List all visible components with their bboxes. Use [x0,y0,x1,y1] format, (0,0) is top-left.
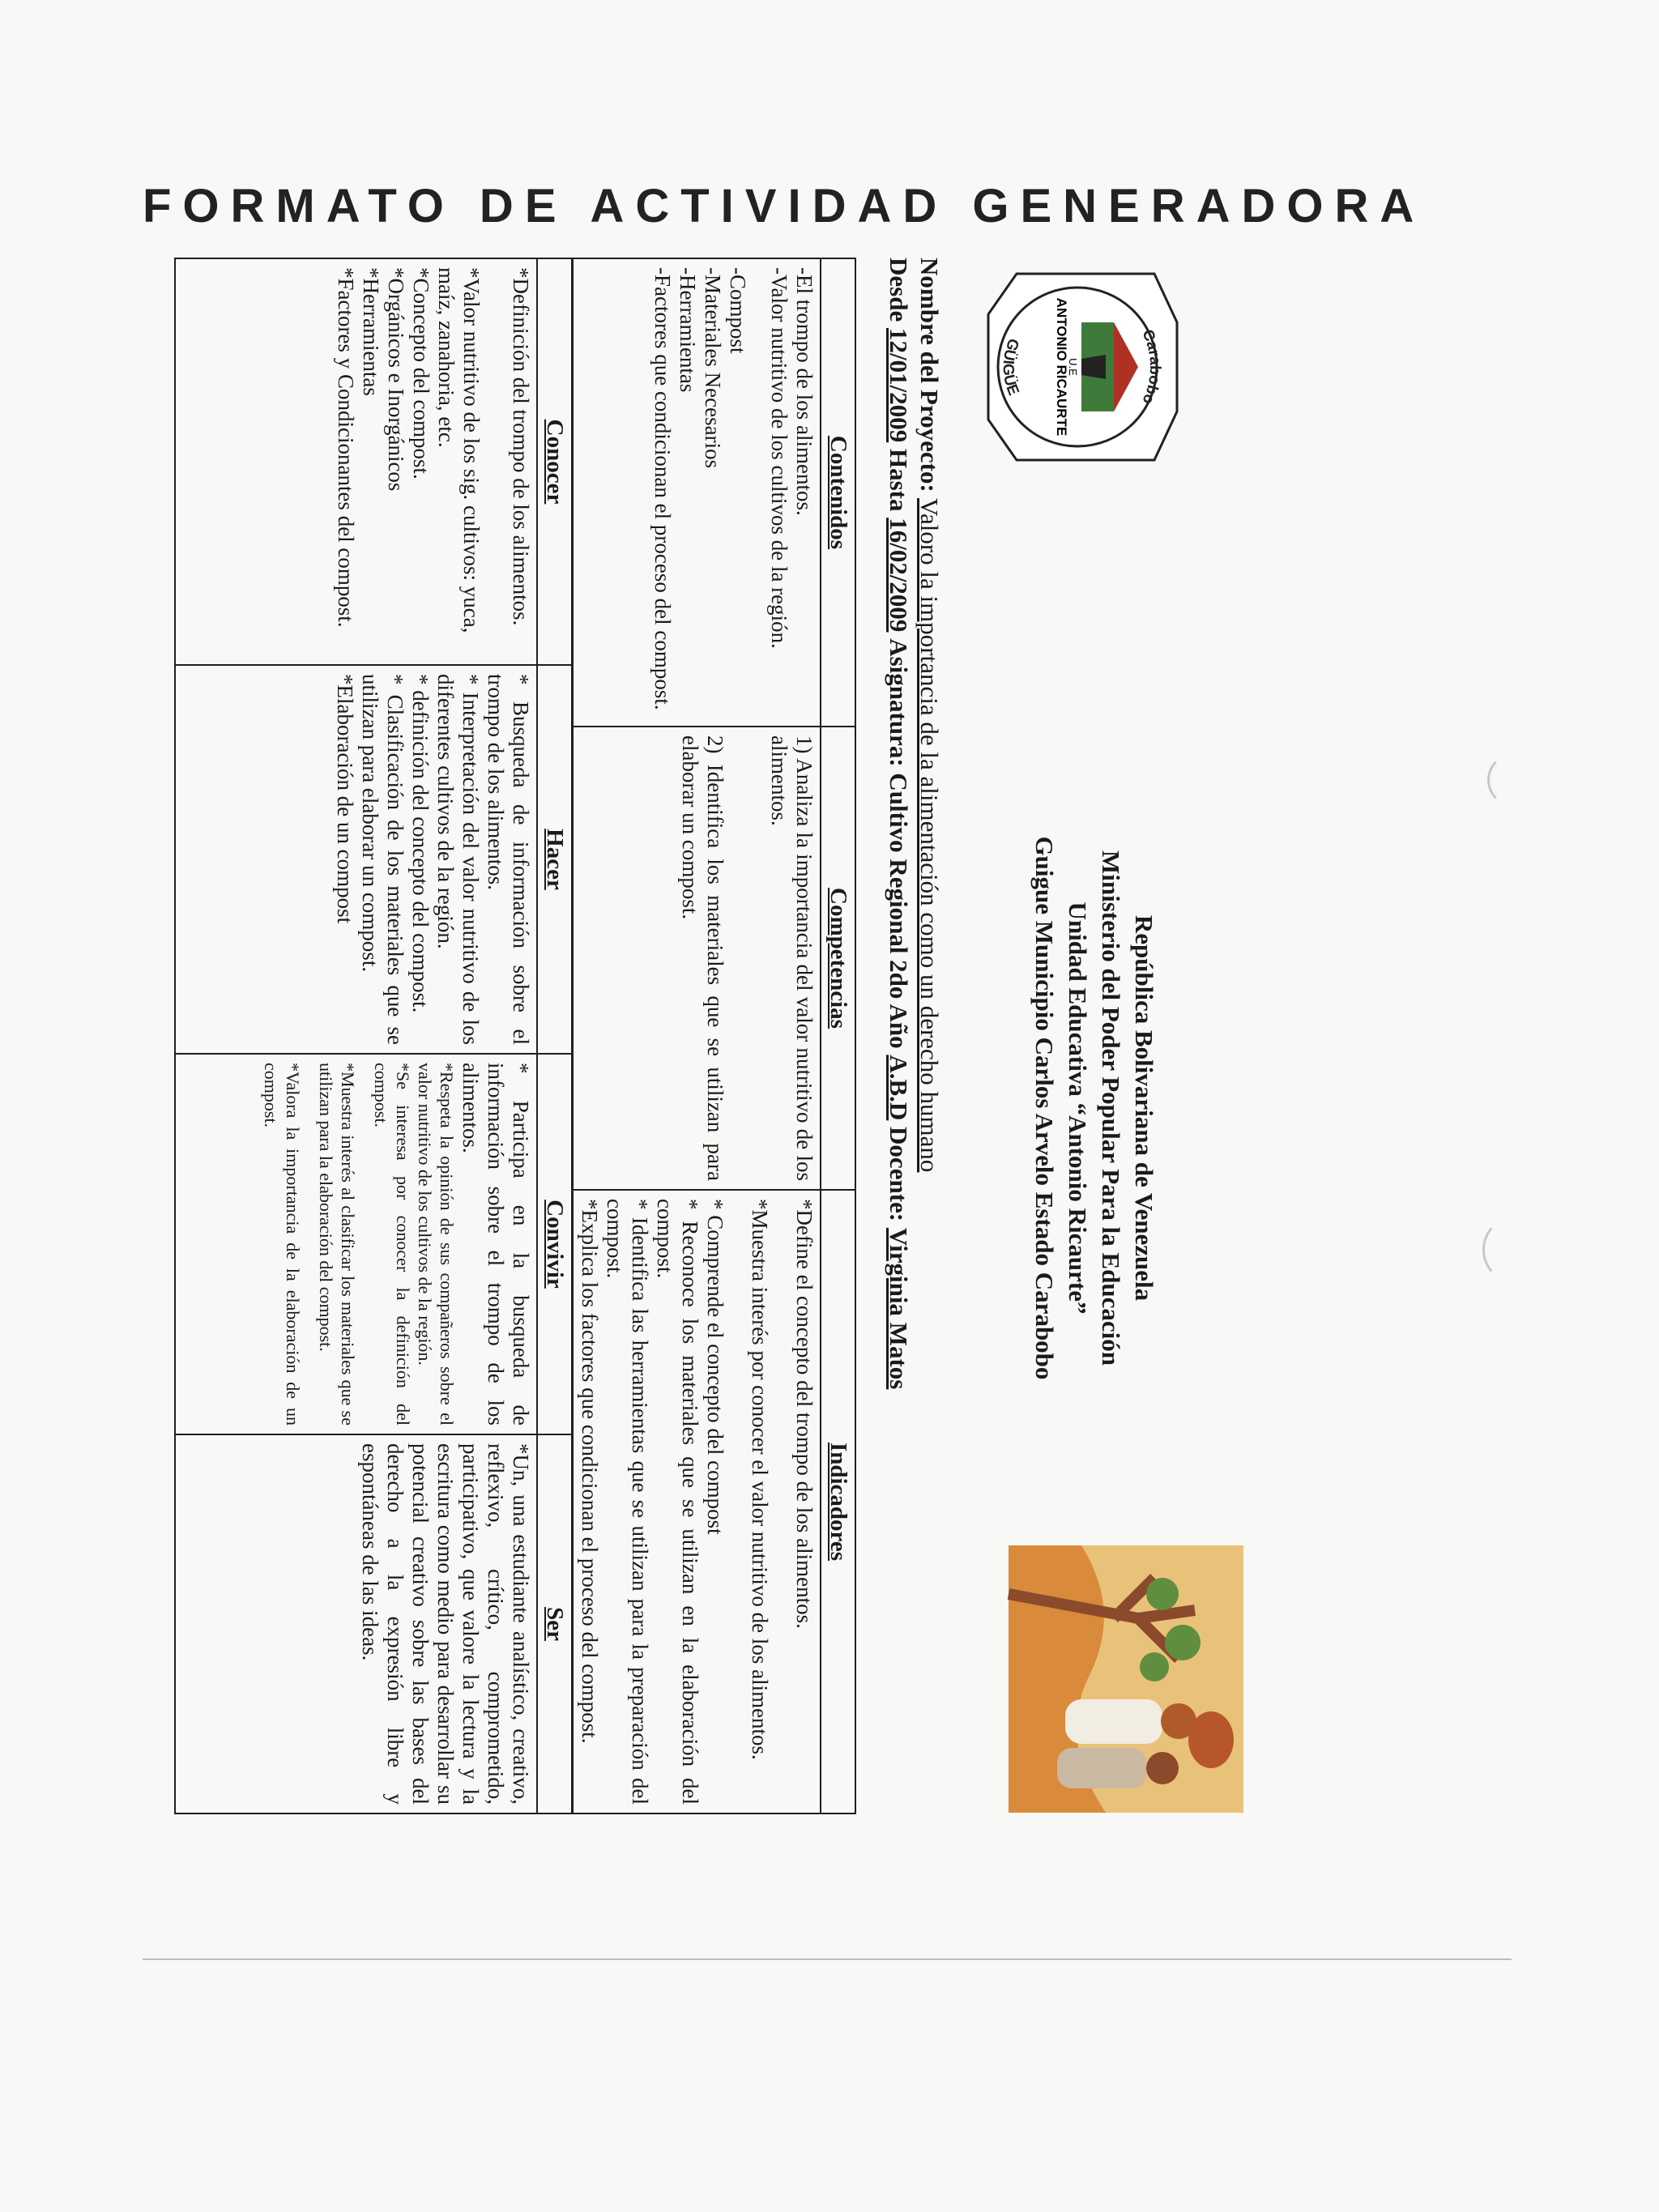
project-name-label: Nombre del Proyecto: [915,258,944,492]
logo-bottom-text: GÜIGÜE [999,335,1022,399]
conocer-item: *Concepto del compost. [409,267,433,479]
ser-text: *Un, una estudiante analístico, creativo, reflexivo, crítico, comprometido, participativo, que valore la lectura y la escritura como medio para desarrollar su potencial creativo sobre las bases del derecho a la expresión libre y espontáneas de las ideas. [358,1443,533,1805]
convivir-item: *Se interesa por conocer la definición del compost. [371,1063,413,1426]
contenido-item: -Materiales Necesarios [701,267,725,469]
indicador-item: * Comprende el concepto del compost [703,1199,727,1535]
abd-value: A.B.D [885,1055,913,1121]
hacer-item: *Elaboración de un compost [333,674,357,924]
competencias-cell [573,727,821,1190]
rotated-page [174,258,1187,1958]
conocer-cell [175,258,537,665]
header-ser: Ser [537,1434,572,1813]
header-contenidos: Contenidos [821,258,855,727]
header-hacer: Hacer [537,665,572,1054]
contenido-item: -El trompo de los alimentos. [792,267,817,516]
ser-cell [175,1434,537,1813]
subject-value: Cultivo Regional 2do Año [885,773,913,1049]
logo-middle-text: ANTONIO RICAURTE [1054,297,1069,437]
project-dates-line [884,258,913,1389]
contenido-item: -Factores que condicionan el proceso del compost. [650,267,675,710]
logo-top-text: Carabobo [1138,326,1164,407]
farmers-illustration [1009,1545,1243,1813]
hacer-cell [175,665,537,1054]
competencia-item: 2) Identifica los materiales que se utilizan para elaborar un compost. [678,735,727,1181]
contenido-item: -Herramientas [676,267,700,393]
project-name-line [915,258,944,1172]
logo-sub-text: U.E [1067,358,1079,376]
convivir-item: *Valora la importancia de la elaboración de un compost. [261,1063,303,1426]
header-convivir: Convivir [537,1054,572,1434]
conocer-item: *Valor nutritivo de los sig. cultivos: yuca, maíz, zanahoria, etc. [434,267,484,633]
header-line-location: Guigue Municipio Carlos Arvelo Estado Carabobo [1030,836,1059,1380]
conocer-item: *Definición del trompo de los alimentos. [509,267,533,626]
indicador-item: *Muestra interés por conocer el valor nutritivo de los alimentos. [748,1199,772,1760]
indicador-item: * Identifica las herramientas que se utilizan para la preparación del compost. [603,1199,652,1805]
hacer-item: * Clasificación de los materiales que se utilizan para elaborar un compost. [358,674,407,1045]
contenido-item: -Valor nutritivo de los cultivos de la región. [767,267,791,649]
contenido-item: -Compost [726,267,750,354]
indicador-item: * Reconoce los materiales que se utilizan en la elaboración del compost. [653,1199,702,1805]
conocer-item: *Herramientas [359,267,383,396]
from-date: 12/01/2009 [885,327,913,443]
from-label: Desde [885,258,913,322]
school-logo [968,258,1187,476]
conocer-item: *Factores y Condicionantes del compost. [334,267,358,628]
competencies-table [572,258,856,1814]
scan-edge-line-bottom [143,1958,1512,1960]
hacer-item: * Busqueda de información sobre el trompo de los alimentos. [484,674,533,1045]
institution-header [1028,744,1161,1473]
convivir-item: *Respeta la opinión de sus compañeros sobre el valor nutritivo de los cultivos de la región. [415,1063,457,1426]
convivir-cell [175,1054,537,1434]
header-line-ministry: Ministerio del Poder Popular Para la Educación [1097,850,1125,1366]
indicadores-cell [573,1190,821,1813]
scan-smudge [1482,1219,1536,1281]
header-line-school: Unidad Educativa “Antonio Ricaurte” [1064,901,1092,1315]
teacher-name: Virginia Matos [885,1227,913,1390]
contenidos-cell [573,258,821,727]
cut-off-title: FORMATO DE ACTIVIDAD GENERADORA [143,180,1426,232]
teacher-label: Docente: [885,1127,913,1222]
to-label: Hasta [885,448,913,512]
header-conocer: Conocer [537,258,572,665]
conocer-item: *Orgánicos e Inorgánicos [384,267,408,492]
header-competencias: Competencias [821,727,855,1190]
learning-dimensions-table [174,258,573,1814]
project-name-value: Valoro la importancia de la alimentación como un derecho humano [915,498,944,1173]
indicador-item: *Explica los factores que condicionan el proceso del compost. [578,1199,602,1744]
scan-smudge [1487,753,1541,807]
competencia-item: 1) Analiza la importancia del valor nutritivo de los alimentos. [767,735,817,1181]
convivir-item: *Muestra interés al clasificar los materiales que se utilizan para la elaboración del compost. [316,1063,358,1426]
header-indicadores: Indicadores [821,1190,855,1813]
header-line-republic: República Bolivariana de Venezuela [1130,914,1158,1302]
indicador-item: *Define el concepto del trompo de los alimentos. [792,1199,817,1629]
convivir-item: * Participa en la busqueda de información sobre el trompo de los alimentos. [458,1063,533,1426]
subject-label: Asignatura: [885,638,913,767]
hacer-item: * Interpretación del valor nutritivo de los diferentes cultivos de la región. [433,674,483,1045]
hacer-item: * definición del concepto del compost. [408,674,433,1013]
to-date: 16/02/2009 [885,518,913,633]
